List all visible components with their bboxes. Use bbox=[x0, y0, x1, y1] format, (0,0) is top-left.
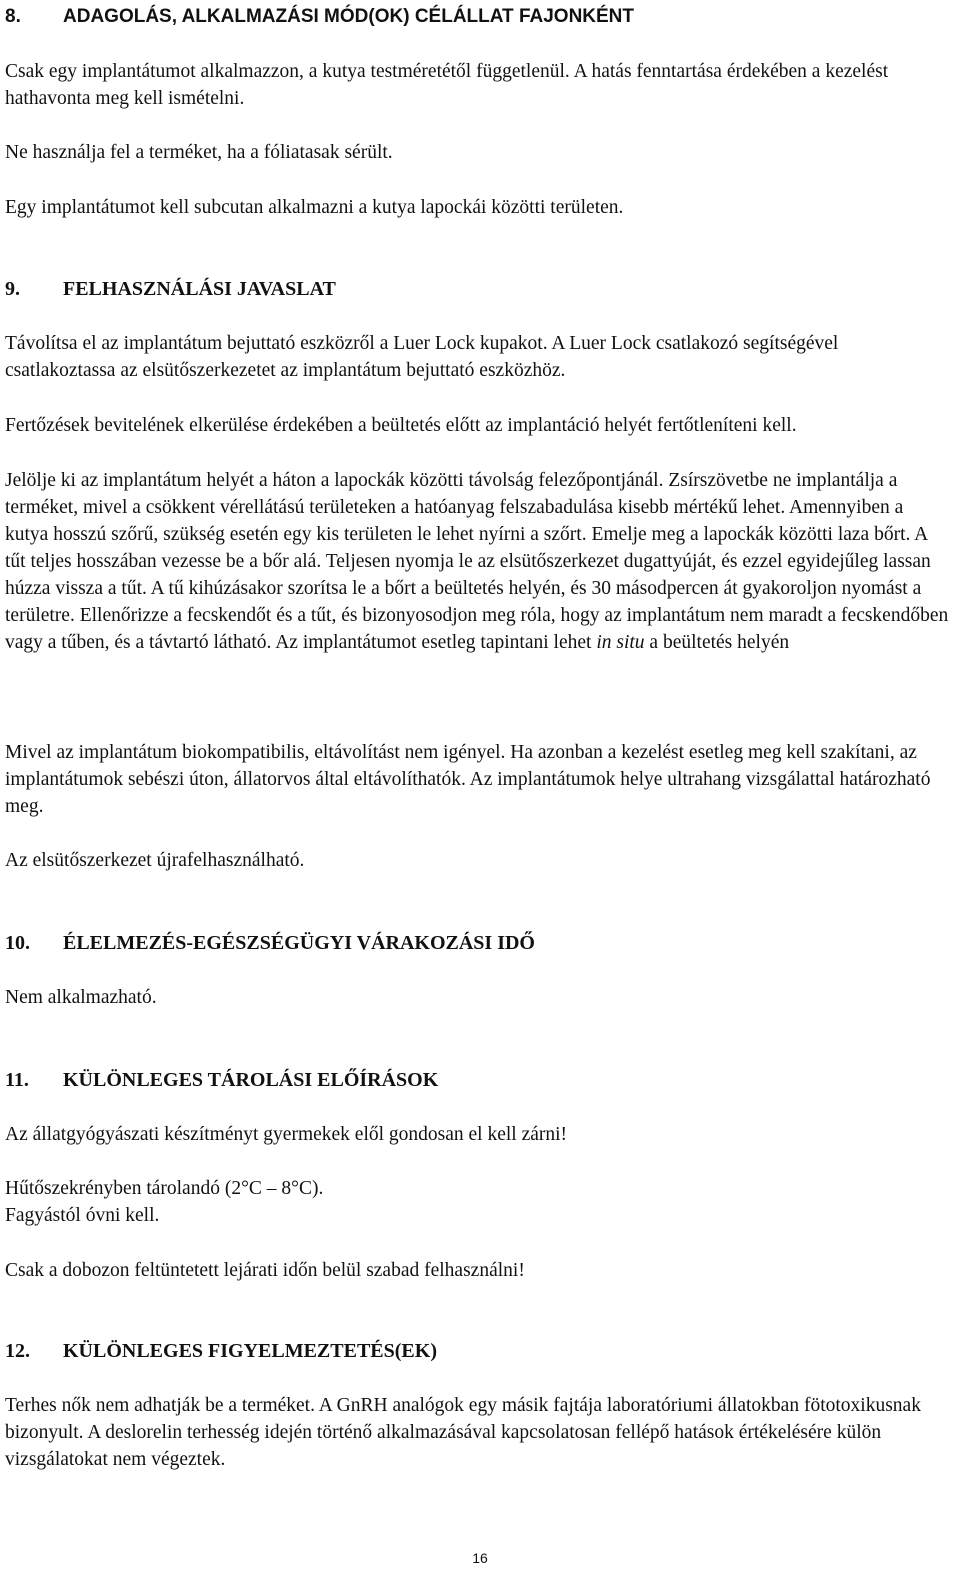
section-12-heading bbox=[5, 1337, 950, 1365]
section-8-heading bbox=[5, 3, 950, 31]
section-11-paragraph-3: Csak a dobozon feltüntetett lejárati időn belül szabad felhasználni! bbox=[5, 1260, 525, 1281]
section-10-heading bbox=[5, 929, 950, 957]
section-9-paragraph-1: Távolítsa el az implantátum bejuttató eszközről a Luer Lock kupakot. A Luer Lock csatlakozó segítségével csatlakoztassa az elsütőszerkezetet az implantátum bejuttató eszközhöz. bbox=[5, 333, 839, 381]
section-8-number: 8. bbox=[5, 6, 21, 27]
freeze-warning-text: Fagyástól óvni kell. bbox=[5, 1205, 160, 1226]
section-8-paragraph-1: Csak egy implantátumot alkalmazzon, a kutya testméretétől függetlenül. A hatás fenntartása érdekében a kezelést hathavonta meg kell ismételni. bbox=[5, 61, 889, 109]
section-9-number: 9. bbox=[5, 278, 20, 300]
section-12-title: KÜLÖNLEGES FIGYELMEZTETÉS(EK) bbox=[63, 1340, 437, 1362]
section-11-number: 11. bbox=[5, 1069, 29, 1091]
storage-temperature-text: Hűtőszekrényben tárolandó (2°C – 8°C). bbox=[5, 1178, 324, 1199]
section-9-title: FELHASZNÁLÁSI JAVASLAT bbox=[63, 278, 336, 300]
section-11-paragraph-1: Az állatgyógyászati készítményt gyermekek elől gondosan el kell zárni! bbox=[5, 1124, 568, 1145]
section-12-paragraph-1: Terhes nők nem adhatják be a terméket. A GnRH analógok egy másik fajtája laboratóriumi állatokban fötotoxikusnak bizonyult. A deslorelin terhesség idején történő alkalmazásával kapcsolatosan fellépő hatások értékelésére külön vizsgálatokat nem végeztek. bbox=[5, 1395, 921, 1470]
section-12-number: 12. bbox=[5, 1340, 30, 1362]
section-10-paragraph-1: Nem alkalmazható. bbox=[5, 987, 157, 1008]
section-11-paragraph-2 bbox=[5, 1175, 950, 1229]
section-8-paragraph-3: Egy implantátumot kell subcutan alkalmazni a kutya lapockái közötti területen. bbox=[5, 197, 624, 218]
section-10-title: ÉLELMEZÉS-EGÉSZSÉGÜGYI VÁRAKOZÁSI IDŐ bbox=[63, 932, 535, 954]
section-11-heading bbox=[5, 1066, 950, 1094]
section-9-paragraph-3-italic: in situ bbox=[596, 632, 645, 653]
section-9-paragraph-3-end: a beültetés helyén bbox=[644, 632, 790, 653]
section-9-paragraph-3 bbox=[5, 467, 950, 656]
section-8-paragraph-2: Ne használja fel a terméket, ha a fóliatasak sérült. bbox=[5, 142, 393, 163]
section-8-title: ADAGOLÁS, ALKALMAZÁSI MÓD(OK) CÉLÁLLAT FAJONKÉNT bbox=[63, 6, 635, 27]
section-9-paragraph-3-text: Jelölje ki az implantátum helyét a háton a lapockák közötti távolság felezőpontjánál. Zsírszövetbe ne implantálja a terméket, mivel a csökkent vérellátású területeken a hatóanyag felszabadulása kisebb mértékű lehet. Amennyiben a kutya hosszú szőrű, szükség esetén egy kis területen le lehet nyírni a szőrt. Emelje meg a lapockák közötti laza bőrt. A tűt teljes hosszában vezesse be a bőr alá. Teljesen nyomja le az elsütőszerkezet dugattyúját, és ezzel egyidejűleg lassan húzza vissza a tűt. A tű kihúzásakor szorítsa le a bőrt a beültetés helyén, és 30 másodpercen át gyakoroljon nyomást a területre. Ellenőrizze a fecskendőt és a tűt, és bizonyosodjon meg róla, hogy az implantátum nem maradt a fecskendőben vagy a tűben, és a távtartó látható. Az implantátumot esetleg tapintani lehet bbox=[5, 470, 949, 653]
section-11-title: KÜLÖNLEGES TÁROLÁSI ELŐÍRÁSOK bbox=[63, 1069, 439, 1091]
section-9-heading bbox=[5, 275, 950, 303]
page-number: 16 bbox=[472, 1550, 488, 1566]
section-9-paragraph-4: Mivel az implantátum biokompatibilis, eltávolítást nem igényel. Ha azonban a kezelést esetleg meg kell szakítani, az implantátumok sebészi úton, állatorvos által eltávolíthatók. Az implantátumok helye ultrahang vizsgálattal határozható meg. bbox=[5, 742, 931, 817]
section-9-paragraph-2: Fertőzések bevitelének elkerülése érdekében a beültetés előtt az implantáció helyét fertőtleníteni kell. bbox=[5, 415, 797, 436]
section-9-paragraph-5: Az elsütőszerkezet újrafelhasználható. bbox=[5, 850, 305, 871]
section-10-number: 10. bbox=[5, 932, 30, 954]
